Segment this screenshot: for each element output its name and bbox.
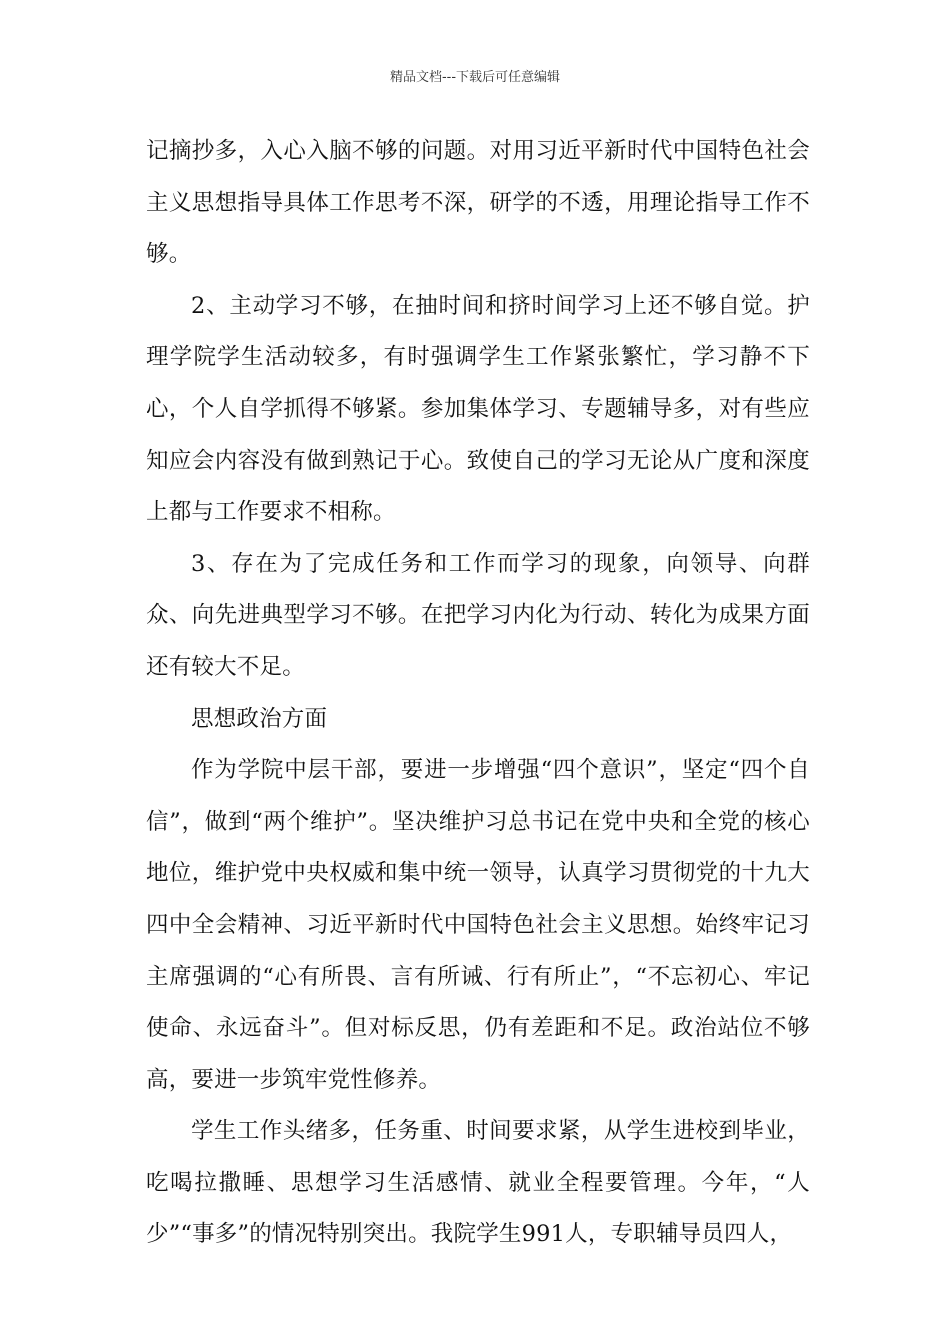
document-body <box>146 126 810 1261</box>
paragraph-student-work: 学生工作头绪多，任务重、时间要求紧，从学生进校到毕业，吃喝拉撒睡、思想学习生活感情、就业全程要管理。今年，“人少”“事多”的情况特别突出。我院学生991人，专职辅导员四人， <box>146 1118 810 1248</box>
paragraph-continuation: 记摘抄多，入心入脑不够的问题。对用习近平新时代中国特色社会主义思想指导具体工作思考不深，研学的不透，用理论指导工作不够。 <box>146 138 810 268</box>
page-header: 精品文档---下载后可任意编辑 <box>389 70 561 85</box>
paragraph-item-3: 3、存在为了完成任务和工作而学习的现象，向领导、向群众、向先进典型学习不够。在把学习内化为行动、转化为成果方面还有较大不足。 <box>146 550 810 680</box>
paragraph-item-2: 2、主动学习不够，在抽时间和挤时间学习上还不够自觉。护理学院学生活动较多，有时强调学生工作紧张繁忙，学习静不下心，个人自学抓得不够紧。参加集体学习、专题辅导多，对有些应知应会内容没有做到熟记于心。致使自己的学习无论从广度和深度上都与工作要求不相称。 <box>146 292 810 526</box>
paragraph-political: 作为学院中层干部，要进一步增强“四个意识”，坚定“四个自信”，做到“两个维护”。坚决维护习总书记在党中央和全党的核心地位，维护党中央权威和集中统一领导，认真学习贯彻党的十九大四中全会精神、习近平新时代中国特色社会主义思想。始终牢记习主席强调的“心有所畏、言有所诫、行有所止”，“不忘初心、牢记使命、永远奋斗”。但对标反思，仍有差距和不足。政治站位不够高，要进一步筑牢党性修养。 <box>146 757 810 1093</box>
section-heading: 思想政治方面 <box>191 705 328 732</box>
